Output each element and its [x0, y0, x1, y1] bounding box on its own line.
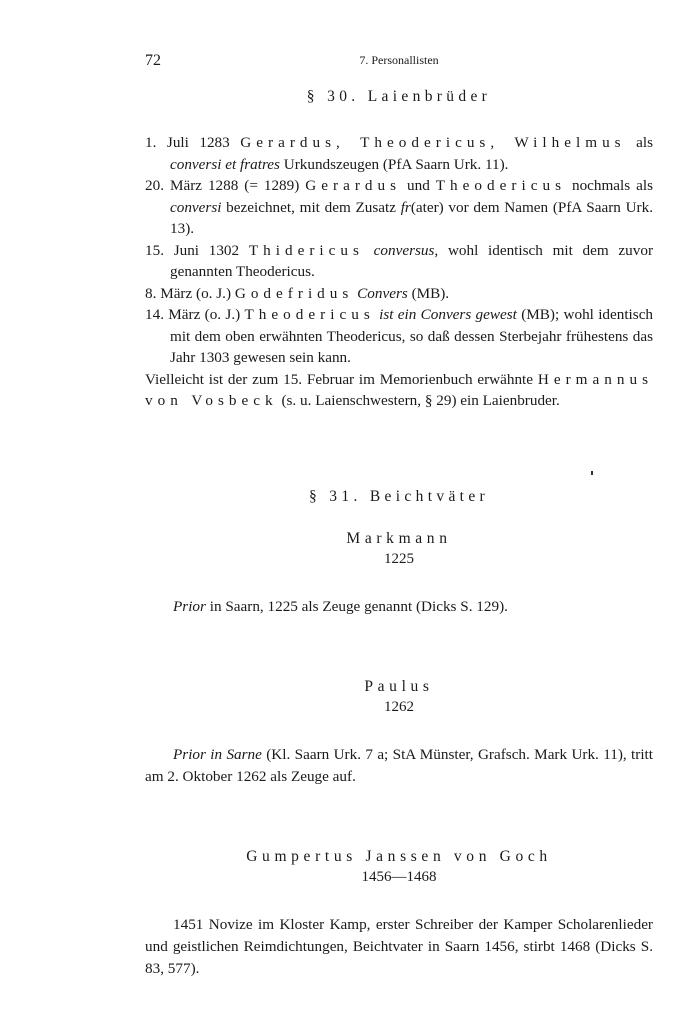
- person-entry: [145, 846, 653, 980]
- running-title: 7. Personallisten: [359, 53, 439, 67]
- entry-text: bezeichnet, mit dem Zusatz: [221, 198, 401, 216]
- person-italic: Prior in Sarne: [173, 745, 262, 763]
- list-item: [145, 283, 653, 305]
- entry-text: (MB); wohl identisch mit dem oben erwähnten Theodericus, so daß dessen Sterbejahr frühestens das Jahr 1303 gewesen sein kann.: [170, 306, 654, 366]
- person-text-body: 1451 Novize im Kloster Kamp, erster Schreiber der Kamper Scholarenlieder und geistlichen Reimdichtungen, Beichtvater in Saarn 1456, stirbt 1468 (Dicks S. 83, 577).: [145, 915, 653, 977]
- entry-name: Theodericus: [435, 177, 567, 194]
- entry-italic: fr: [400, 198, 411, 216]
- person-years: 1225: [384, 550, 414, 567]
- entry-text: als: [625, 134, 654, 151]
- entry-italic: conversus,: [373, 241, 439, 259]
- list-item: [145, 304, 653, 369]
- entry-name: Gerardus: [305, 177, 402, 194]
- page-number: 72: [145, 52, 161, 69]
- entry-date: 14. März (o. J.): [145, 306, 241, 323]
- person-entry: [145, 528, 653, 618]
- entry-date: 15. Juni 1302: [145, 241, 240, 259]
- person-entry: [145, 676, 653, 788]
- person-name: Paulus: [364, 677, 434, 695]
- entry-text: Urkundszeugen (PfA Saarn Urk. 11).: [279, 155, 509, 173]
- person-text-body: in Saarn, 1225 als Zeuge genannt (Dicks S. 129).: [205, 597, 508, 615]
- entry-italic: conversi et fratres: [170, 155, 280, 173]
- person-text: [145, 596, 653, 618]
- person-name: Gumpertus Janssen von Goch: [246, 847, 552, 865]
- section-31-heading: § 31. Beichtväter: [308, 487, 490, 505]
- note-paragraph: [145, 369, 653, 412]
- list-item: [145, 240, 653, 283]
- entry-name: Theodericus: [244, 306, 375, 323]
- list-item: [145, 132, 653, 175]
- entry-date: 8. März (o. J.): [145, 284, 232, 302]
- section-30-heading: § 30. Laienbrüder: [306, 88, 492, 105]
- note-text: Vielleicht ist der zum 15. Februar im Memorienbuch erwähnte: [145, 370, 538, 388]
- entry-text: wohl identisch mit dem zuvor genannten Theodericus.: [170, 241, 653, 280]
- person-years: 1456—1468: [361, 868, 437, 885]
- entry-date: 1. Juli 1283: [145, 134, 230, 151]
- note-name: Hermannus von Vosbeck: [145, 370, 653, 409]
- print-speck: [591, 471, 593, 475]
- person-text: [145, 914, 653, 980]
- lay-brothers-list: [145, 132, 653, 412]
- entry-text: (ater) vor dem Namen (PfA Saarn Urk. 13).: [170, 198, 653, 237]
- entry-date: 20. März 1288 (= 1289): [145, 177, 300, 194]
- entry-name: Thidericus: [248, 241, 364, 259]
- list-item: [145, 175, 653, 240]
- person-text: [145, 744, 653, 788]
- note-text: (s. u. Laienschwestern, § 29) ein Laienbruder.: [277, 392, 560, 409]
- page: [145, 50, 653, 980]
- entry-italic: conversi: [170, 198, 222, 216]
- entry-italic: Convers: [357, 284, 408, 302]
- entry-names: Gerardus, Theodericus, Wilhelmus: [240, 134, 626, 151]
- page-header: [145, 50, 653, 74]
- entry-text: nochmals als: [566, 177, 654, 194]
- entry-text: (MB).: [407, 284, 450, 302]
- person-name: Markmann: [346, 529, 452, 547]
- person-years: 1262: [384, 698, 414, 715]
- person-text-body: (Kl. Saarn Urk. 7 a; StA Münster, Grafsch. Mark Urk. 11), tritt am 2. Oktober 1262 als Zeuge auf.: [145, 745, 653, 785]
- entry-text: und: [401, 177, 436, 194]
- person-italic: Prior: [173, 597, 206, 615]
- entry-italic: ist ein Convers gewest: [379, 306, 517, 323]
- entry-name: Godefridus: [234, 284, 354, 302]
